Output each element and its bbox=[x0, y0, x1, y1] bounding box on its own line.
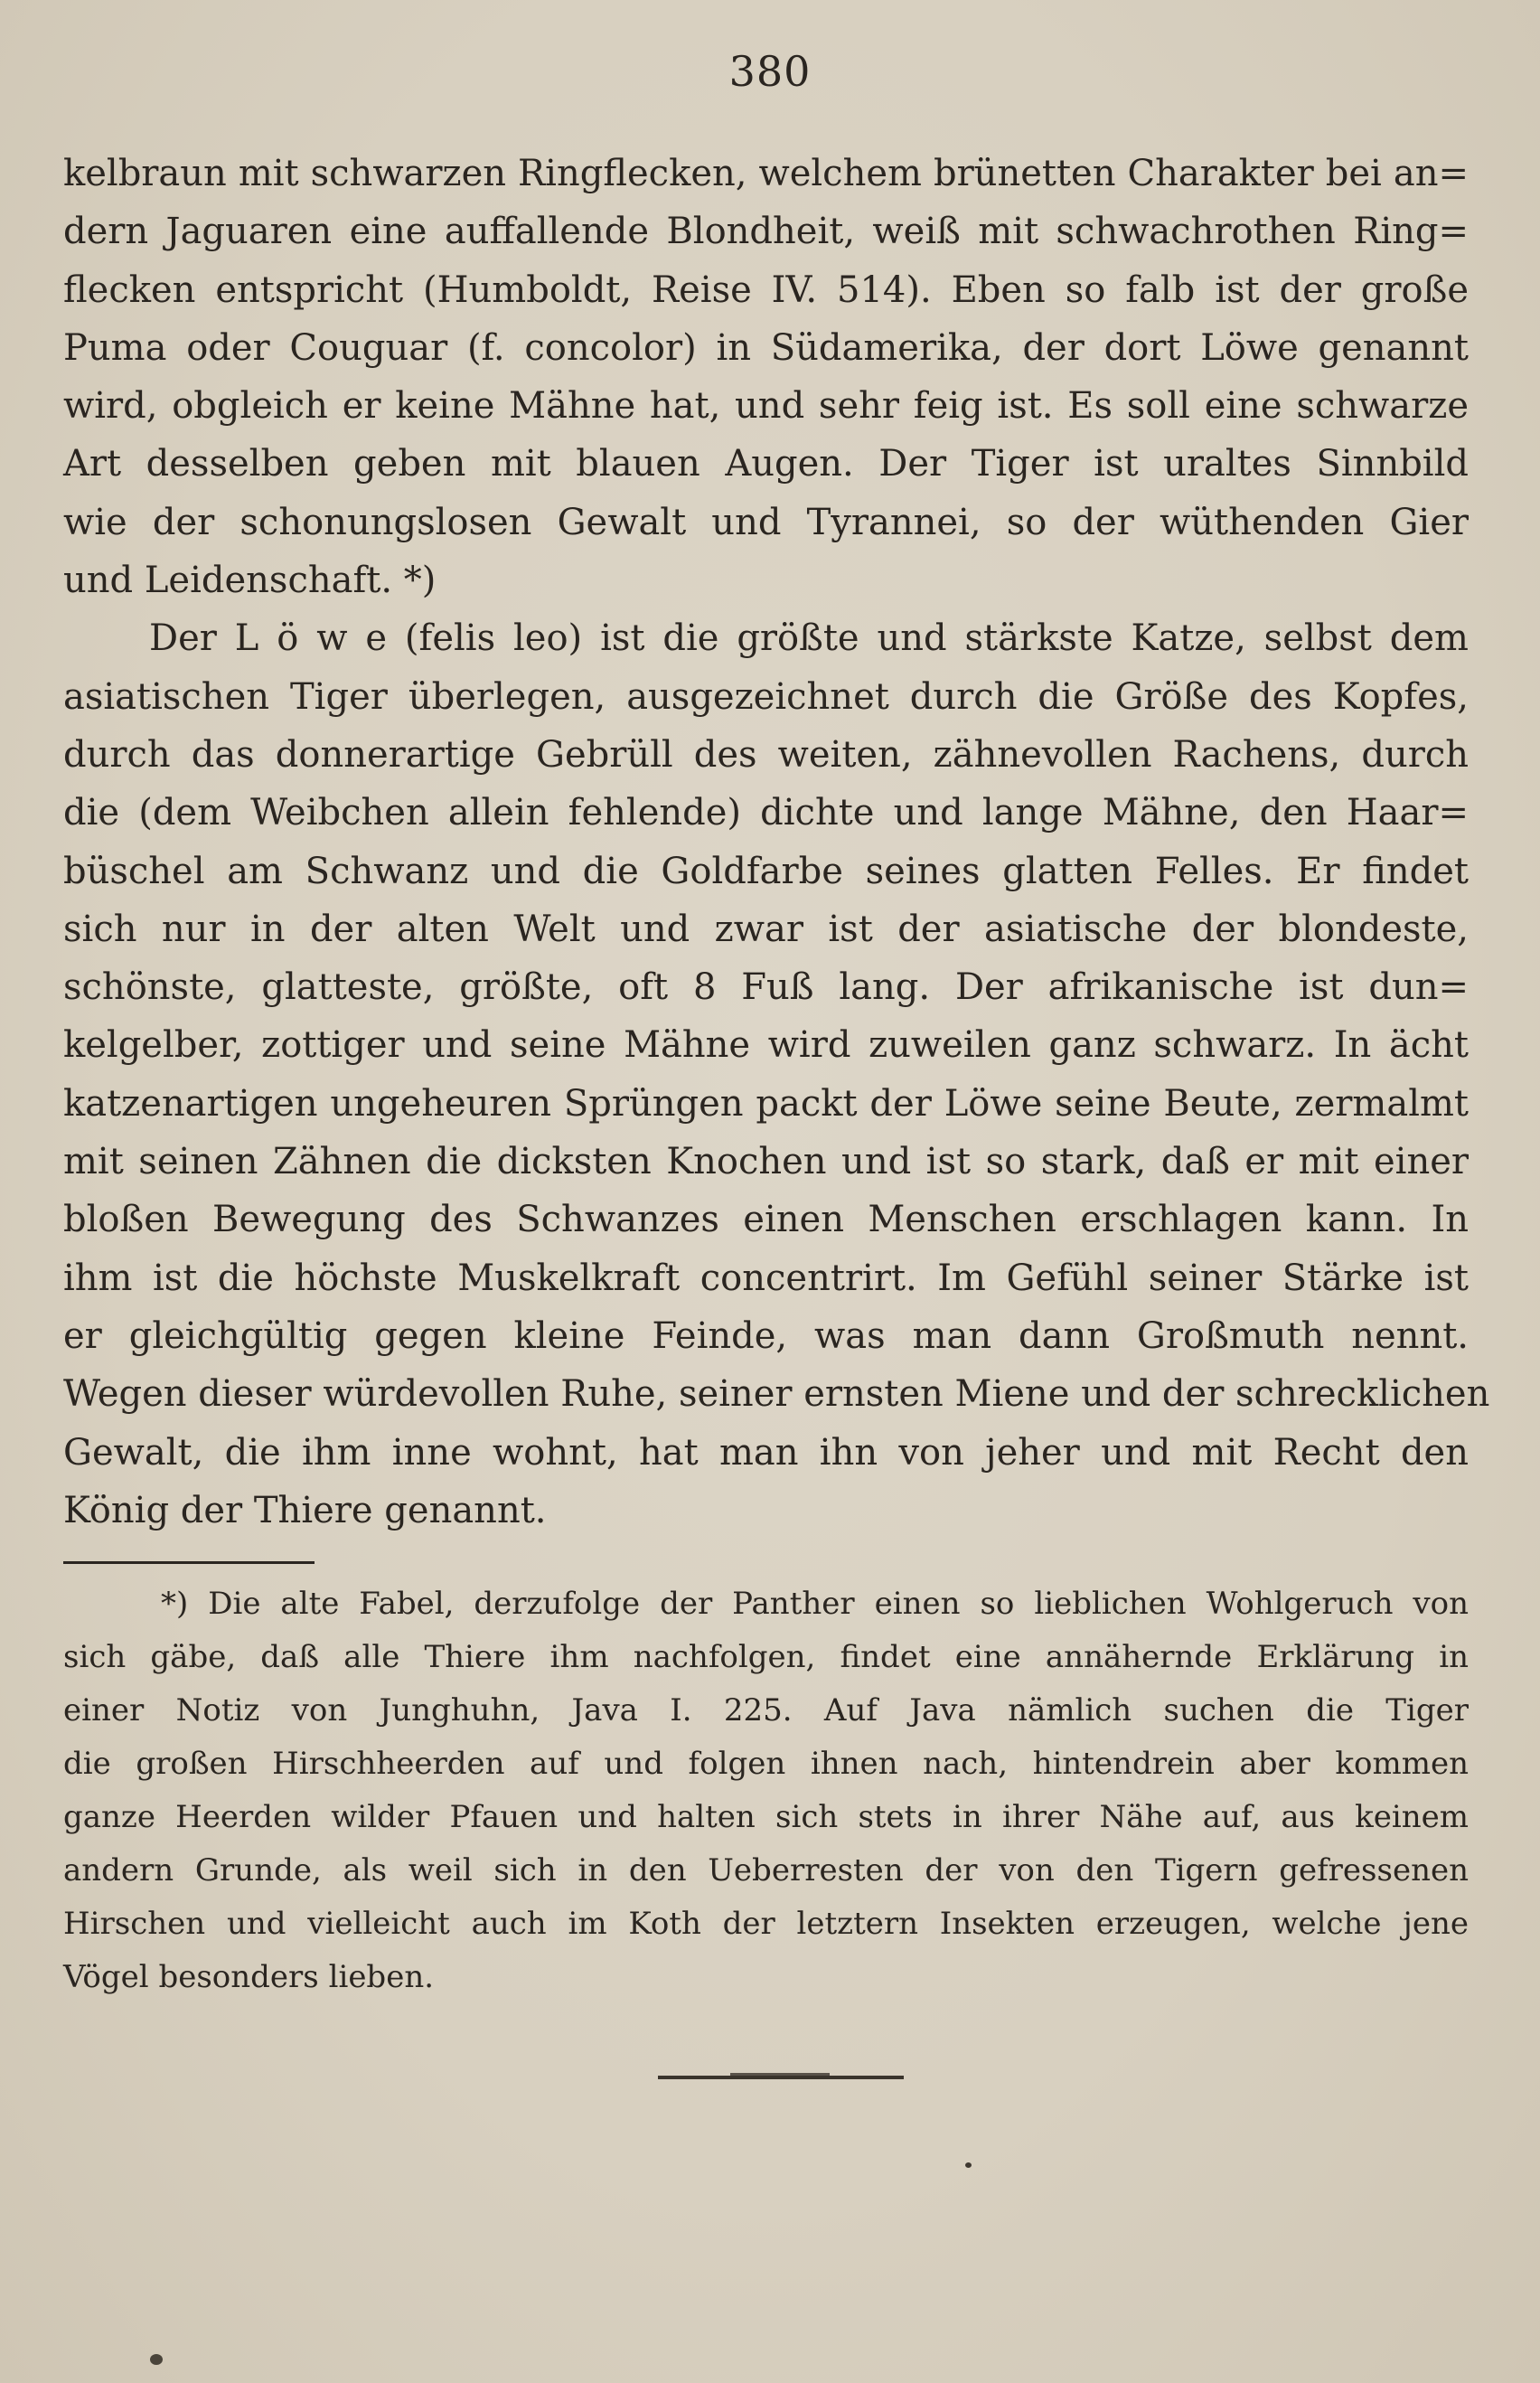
footnote-block bbox=[63, 1578, 1469, 2004]
footnote-divider bbox=[63, 1561, 315, 1564]
text-line: mit seinen Zähnen die dicksten Knochen und ist so stark, daß er mit einer bbox=[63, 1141, 1469, 1183]
text-line: bloßen Bewegung des Schwanzes einen Menschen erschlagen kann. In bbox=[63, 1199, 1469, 1241]
text-line: und Leidenschaft. *) bbox=[63, 560, 437, 602]
footnote-line: andern Grunde, als weil sich in den Ueberresten der von den Tigern gefressenen bbox=[63, 1852, 1469, 1889]
paper-speck bbox=[965, 2162, 972, 2168]
text-line: König der Thiere genannt. bbox=[63, 1489, 547, 1531]
text-line: wird, obgleich er keine Mähne hat, und sehr feig ist. Es soll eine schwarze bbox=[63, 385, 1469, 428]
footnote-line: *) Die alte Fabel, derzufolge der Panther einen so lieblichen Wohlgeruch von bbox=[161, 1586, 1469, 1622]
text-line: büschel am Schwanz und die Goldfarbe seines glatten Felles. Er findet bbox=[63, 850, 1469, 892]
text-line: dern Jaguaren eine auffallende Blondheit, weiß mit schwachrothen Ring= bbox=[63, 211, 1469, 253]
paper-speck bbox=[150, 2354, 163, 2365]
text-line: kelgelber, zottiger und seine Mähne wird zuweilen ganz schwarz. In ächt bbox=[63, 1024, 1469, 1067]
text-line: wie der schonungslosen Gewalt und Tyrannei, so der wüthenden Gier bbox=[63, 501, 1469, 543]
text-line: durch das donnerartige Gebrüll des weiten, zähnevollen Rachens, durch bbox=[63, 733, 1469, 776]
main-text-block bbox=[63, 145, 1490, 1540]
text-line: ihm ist die höchste Muskelkraft concentrirt. Im Gefühl seiner Stärke ist bbox=[63, 1257, 1469, 1299]
text-line: Puma oder Couguar (f. concolor) in Südamerika, der dort Löwe genannt bbox=[63, 326, 1469, 369]
footnote-line: sich gäbe, daß alle Thiere ihm nachfolgen, findet eine annähernde Erklärung in bbox=[63, 1639, 1469, 1675]
text-line: asiatischen Tiger überlegen, ausgezeichnet durch die Größe des Kopfes, bbox=[63, 675, 1469, 718]
text-line: flecken entspricht (Humboldt, Reise IV. 514). Eben so falb ist der große bbox=[63, 268, 1469, 311]
text-line: schönste, glatteste, größte, oft 8 Fuß lang. Der afrikanische ist dun= bbox=[63, 966, 1469, 1009]
text-line: Art desselben geben mit blauen Augen. Der Tiger ist uraltes Sinnbild bbox=[63, 443, 1469, 485]
text-line: er gleichgültig gegen kleine Feinde, was man dann Großmuth nennt. bbox=[63, 1314, 1469, 1357]
end-of-chapter-rule bbox=[658, 2076, 904, 2079]
text-line: sich nur in der alten Welt und zwar ist der asiatische der blondeste, bbox=[63, 908, 1469, 950]
footnote-line: Hirschen und vielleicht auch im Koth der letztern Insekten erzeugen, welche jene bbox=[63, 1906, 1469, 1942]
footnote-line: einer Notiz von Junghuhn, Java I. 225. Auf Java nämlich suchen die Tiger bbox=[63, 1692, 1469, 1728]
footnote-line: ganze Heerden wilder Pfauen und halten sich stets in ihrer Nähe auf, aus keinem bbox=[63, 1799, 1469, 1835]
paragraph-start-line: Der L ö w e (felis leo) ist die größte und stärkste Katze, selbst dem bbox=[149, 617, 1469, 660]
text-line: kelbraun mit schwarzen Ringflecken, welchem brünetten Charakter bei an= bbox=[63, 153, 1469, 194]
page-number: 380 bbox=[728, 47, 812, 96]
footnote-line: Vögel besonders lieben. bbox=[63, 1959, 435, 1995]
text-line: Wegen dieser würdevollen Ruhe, seiner ernsten Miene und der schrecklichen bbox=[63, 1373, 1490, 1416]
text-line: katzenartigen ungeheuren Sprüngen packt der Löwe seine Beute, zermalmt bbox=[63, 1082, 1469, 1125]
text-line: die (dem Weibchen allein fehlende) dichte und lange Mähne, den Haar= bbox=[63, 792, 1469, 834]
footnote-line: die großen Hirschheerden auf und folgen ihnen nach, hintendrein aber kommen bbox=[63, 1746, 1469, 1782]
text-line: Gewalt, die ihm inne wohnt, hat man ihn von jeher und mit Recht den bbox=[63, 1431, 1469, 1474]
